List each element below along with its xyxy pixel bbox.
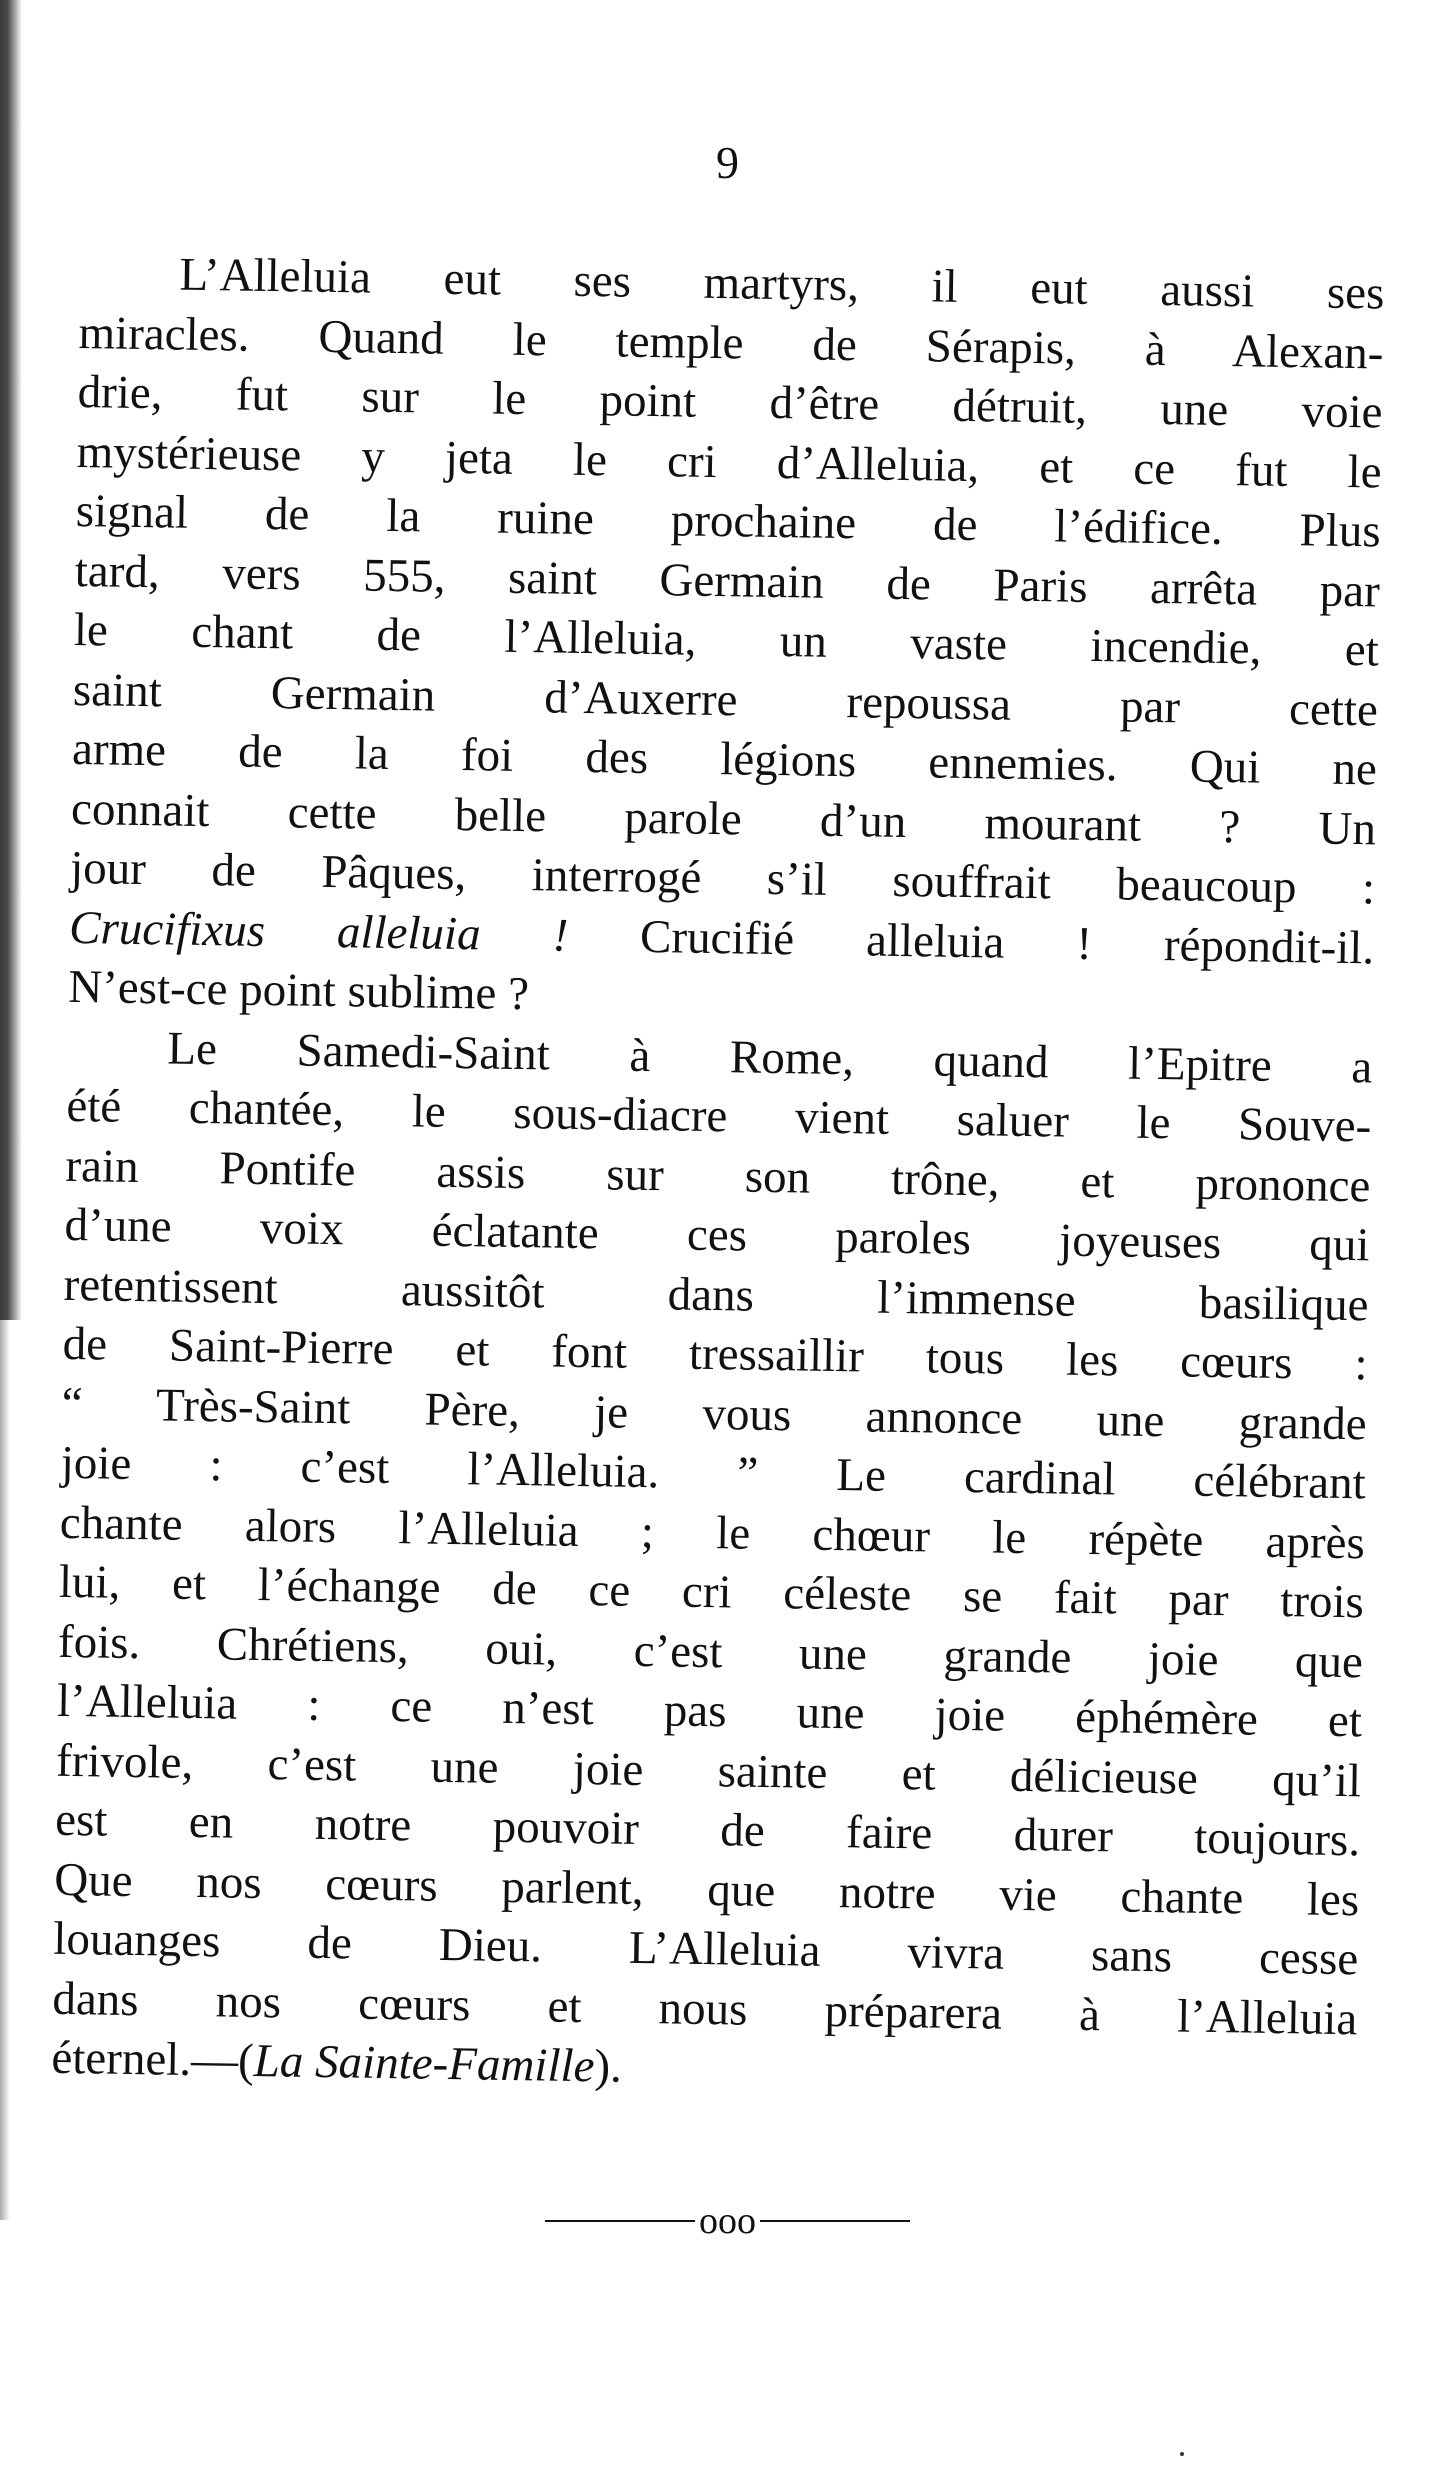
- text-line: chante alors l’Alleluia ; le chœur le répète après: [59, 1496, 1366, 1569]
- text-line: “ Très-Saint Père, je vous annonce une grande: [61, 1377, 1368, 1450]
- text-line: frivole, c’est une joie sainte et délicieuse qu’il: [55, 1734, 1362, 1807]
- text-line-content: Crucifié alleluia ! répondit-il.: [567, 909, 1375, 974]
- text-line-content: ).: [594, 2040, 623, 2093]
- text-line: signal de la ruine prochaine de l’édifice. Plus: [75, 484, 1382, 558]
- page-number: 9: [716, 137, 739, 188]
- text-line: miracles. Quand le temple de Sérapis, à Alexan-: [78, 306, 1384, 379]
- binding-shadow: [0, 0, 22, 1320]
- text-line: connait cette belle parole d’un mourant ? Un: [70, 782, 1377, 855]
- text-line-content: Le Samedi-Saint à Rome, quand l’Epitre a: [166, 1021, 1373, 1093]
- separator-rule-right: [760, 2220, 910, 2222]
- latin-quote: Crucifixus alleluia !: [68, 901, 569, 962]
- text-line: Que nos cœurs parlent, que notre vie chante les: [53, 1853, 1360, 1926]
- text-line: lui, et l’échange de ce cri céleste se fait par trois: [58, 1555, 1365, 1629]
- text-line: joie : c’est l’Alleluia. ” Le cardinal célébrant: [60, 1436, 1367, 1510]
- binding-shadow-lower: [0, 1320, 10, 2220]
- text-line: dans nos cœurs et nous préparera à l’Alleluia: [52, 1972, 1358, 2045]
- section-separator: [0, 2198, 1455, 2241]
- text-line: été chantée, le sous-diacre vient saluer le Souve-: [66, 1079, 1372, 1153]
- text-line: le chant de l’Alleluia, un vaste incendie, et: [73, 603, 1380, 677]
- body-text: [51, 244, 1385, 2109]
- text-line: N’est-ce point sublime ?: [67, 960, 530, 1021]
- separator-rule-left: [545, 2220, 695, 2222]
- text-line-content: éternel.—(: [51, 2031, 255, 2087]
- text-line: est en notre pouvoir de faire durer toujours.: [54, 1793, 1361, 1867]
- source-citation: La Sainte-Famille: [253, 2034, 595, 2093]
- text-line: louanges de Dieu. L’Alleluia vivra sans cesse: [52, 1912, 1359, 1986]
- paragraph-1: [68, 244, 1385, 1038]
- print-speck: [1180, 2452, 1184, 2456]
- separator-ornament: ooo: [699, 2200, 756, 2243]
- text-line: jour de Pâques, interrogé s’il souffrait beaucoup :: [69, 841, 1376, 915]
- text-line: de Saint-Pierre et font tressaillir tous les cœurs :: [62, 1317, 1368, 1391]
- paragraph-2: [51, 1017, 1373, 2108]
- text-line: arme de la foi des légions ennemies. Qui ne: [71, 722, 1378, 796]
- text-line: retentissent aussitôt dans l’immense basilique: [63, 1258, 1369, 1331]
- text-line: tard, vers 555, saint Germain de Paris arrêta par: [74, 544, 1381, 617]
- text-line: drie, fut sur le point d’être détruit, une voie: [77, 365, 1383, 439]
- text-line-content: L’Alleluia eut ses martyrs, il eut aussi ses: [179, 248, 1385, 320]
- text-line: l’Alleluia : ce n’est pas une joie éphémère et: [56, 1674, 1363, 1748]
- text-line: saint Germain d’Auxerre repoussa par cette: [72, 663, 1379, 736]
- text-line: d’une voix éclatante ces paroles joyeuses qui: [64, 1198, 1370, 1272]
- text-line: rain Pontife assis sur son trône, et prononce: [65, 1139, 1371, 1212]
- text-line: fois. Chrétiens, oui, c’est une grande joie que: [57, 1615, 1364, 1688]
- text-line: mystérieuse y jeta le cri d’Alleluia, et ce fut le: [76, 425, 1382, 498]
